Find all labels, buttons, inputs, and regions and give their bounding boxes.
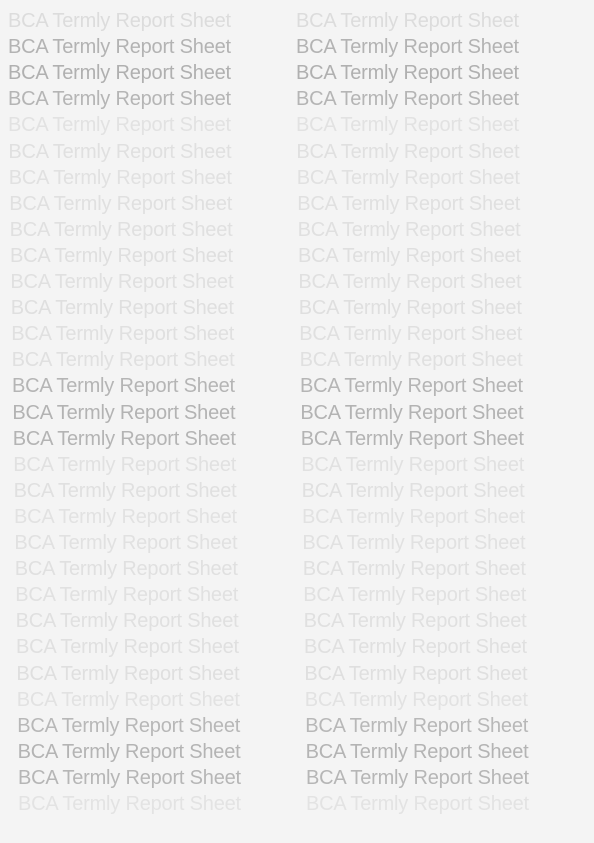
watermark-row — [0, 557, 594, 583]
watermark-text: BCA Termly Report Sheet — [297, 192, 521, 215]
watermark-text: BCA Termly Report Sheet — [304, 688, 528, 711]
watermark-row — [0, 296, 594, 322]
watermark-text: BCA Termly Report Sheet — [14, 558, 238, 581]
watermark-row — [0, 766, 594, 792]
watermark-text: BCA Termly Report Sheet — [300, 401, 524, 424]
watermark-text: BCA Termly Report Sheet — [9, 218, 233, 241]
watermark-row — [0, 714, 594, 740]
watermark-row — [0, 244, 594, 270]
watermark-text: BCA Termly Report Sheet — [296, 10, 519, 32]
watermark-text: BCA Termly Report Sheet — [8, 140, 232, 163]
watermark-row — [0, 218, 594, 244]
watermark-text: BCA Termly Report Sheet — [15, 584, 239, 607]
watermark-text: BCA Termly Report Sheet — [300, 427, 524, 450]
watermark-text: BCA Termly Report Sheet — [296, 166, 520, 189]
watermark-row — [0, 87, 594, 113]
watermark-text: BCA Termly Report Sheet — [15, 610, 239, 633]
watermark-row — [0, 505, 594, 531]
watermark-row — [0, 348, 594, 374]
watermark-text: BCA Termly Report Sheet — [298, 271, 522, 293]
watermark-row — [0, 662, 594, 688]
watermark-text: BCA Termly Report Sheet — [300, 375, 523, 398]
watermark-text: BCA Termly Report Sheet — [302, 558, 526, 581]
watermark-text: BCA Termly Report Sheet — [299, 323, 523, 346]
watermark-text: BCA Termly Report Sheet — [8, 88, 231, 111]
watermark-text: BCA Termly Report Sheet — [9, 192, 233, 215]
watermark-text: BCA Termly Report Sheet — [14, 532, 238, 554]
watermark-text: BCA Termly Report Sheet — [17, 714, 241, 737]
watermark-text: BCA Termly Report Sheet — [303, 584, 527, 607]
watermark-row — [0, 427, 594, 453]
watermark-text: BCA Termly Report Sheet — [304, 662, 528, 685]
watermark-text: BCA Termly Report Sheet — [305, 740, 529, 763]
watermark-row — [0, 688, 594, 714]
watermark-text: BCA Termly Report Sheet — [16, 688, 240, 711]
watermark-text: BCA Termly Report Sheet — [12, 427, 236, 450]
watermark-text: BCA Termly Report Sheet — [8, 114, 231, 137]
watermark-row — [0, 609, 594, 635]
watermark-text: BCA Termly Report Sheet — [296, 88, 519, 111]
watermark-text: BCA Termly Report Sheet — [301, 453, 525, 476]
watermark-text: BCA Termly Report Sheet — [8, 10, 231, 32]
watermark-text: BCA Termly Report Sheet — [12, 401, 236, 424]
watermark-text: BCA Termly Report Sheet — [18, 766, 241, 789]
watermark-row — [0, 35, 594, 61]
watermark-text: BCA Termly Report Sheet — [18, 793, 241, 815]
watermark-row — [0, 531, 594, 557]
watermark-text: BCA Termly Report Sheet — [16, 636, 239, 659]
watermark-row — [0, 401, 594, 427]
watermark-row — [0, 270, 594, 296]
watermark-row — [0, 583, 594, 609]
watermark-text: BCA Termly Report Sheet — [302, 505, 525, 528]
watermark-text: BCA Termly Report Sheet — [11, 349, 235, 372]
watermark-text: BCA Termly Report Sheet — [305, 714, 529, 737]
watermark-row — [0, 453, 594, 479]
watermark-text: BCA Termly Report Sheet — [16, 662, 240, 685]
watermark-text: BCA Termly Report Sheet — [296, 36, 519, 59]
watermark-row — [0, 166, 594, 192]
watermark-text: BCA Termly Report Sheet — [298, 244, 521, 267]
watermark-row — [0, 61, 594, 87]
watermark-text: BCA Termly Report Sheet — [299, 349, 523, 372]
watermark-text: BCA Termly Report Sheet — [306, 793, 529, 815]
watermark-row — [0, 192, 594, 218]
watermark-text: BCA Termly Report Sheet — [11, 323, 235, 346]
watermark-text: BCA Termly Report Sheet — [8, 62, 231, 85]
watermark-text: BCA Termly Report Sheet — [296, 114, 519, 137]
watermark-row — [0, 479, 594, 505]
watermark-text: BCA Termly Report Sheet — [298, 297, 522, 320]
watermark-text: BCA Termly Report Sheet — [301, 479, 525, 502]
watermark-text: BCA Termly Report Sheet — [296, 62, 519, 85]
watermark-text: BCA Termly Report Sheet — [302, 532, 526, 554]
watermark-text: BCA Termly Report Sheet — [12, 375, 235, 398]
watermark-text: BCA Termly Report Sheet — [10, 271, 234, 293]
watermark-text: BCA Termly Report Sheet — [14, 505, 237, 528]
watermark-text: BCA Termly Report Sheet — [13, 453, 237, 476]
watermark-text: BCA Termly Report Sheet — [8, 36, 231, 59]
watermark-row — [0, 374, 594, 400]
watermark-text: BCA Termly Report Sheet — [306, 766, 529, 789]
watermark-text: BCA Termly Report Sheet — [8, 166, 232, 189]
watermark-row — [0, 635, 594, 661]
watermark-text: BCA Termly Report Sheet — [10, 244, 233, 267]
watermark-row — [0, 140, 594, 166]
watermark-row — [0, 9, 594, 35]
watermark-text: BCA Termly Report Sheet — [296, 140, 520, 163]
watermark-row — [0, 322, 594, 348]
watermark-text: BCA Termly Report Sheet — [304, 636, 527, 659]
watermark-text: BCA Termly Report Sheet — [13, 479, 237, 502]
watermark-row — [0, 740, 594, 766]
watermark-row — [0, 792, 594, 818]
watermark-text: BCA Termly Report Sheet — [303, 610, 527, 633]
watermark-text: BCA Termly Report Sheet — [17, 740, 241, 763]
watermark-row — [0, 113, 594, 139]
watermark-text: BCA Termly Report Sheet — [297, 218, 521, 241]
watermark-text: BCA Termly Report Sheet — [10, 297, 234, 320]
